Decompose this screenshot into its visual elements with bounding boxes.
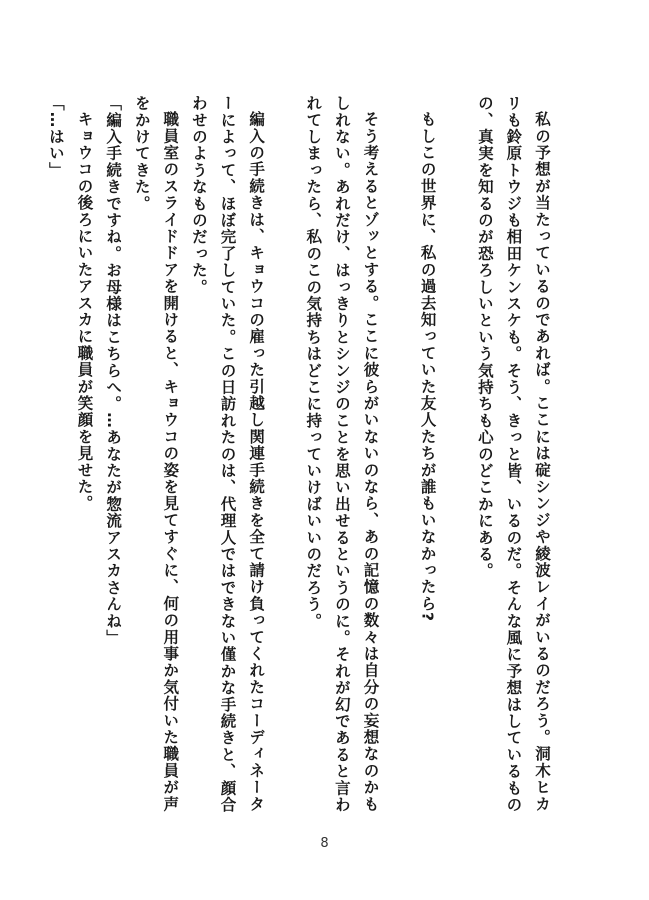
text-line: リも鈴原トウジも相田ケンスケも。そう、きっと皆、いるのだ。そんな風に予想はしているもの [504, 95, 523, 814]
text-line: わせのようなものだった。 [189, 95, 208, 296]
text-line: キョウコの後ろにいたアスカに職員が笑顔を見せた。 [75, 110, 94, 512]
text-line: ーによって、ほぼ完了していた。この日訪れたのは、代理人ではできない僅かな手続きと、顔合 [218, 95, 237, 814]
text-line: 編入の手続きは、キョウコの雇った引越し関連手続きを全て請け負ってくれたコーディネータ [247, 110, 266, 812]
text-line: れてしまったら、私のこの気持ちはどこに持っていけばいいのだろう。 [304, 95, 323, 630]
blank-line [270, 95, 299, 815]
text-line: 私の予想が当たっているのであれば。ここには碇シンジや綾波レイがいるのだろう。洞木ヒカ [533, 110, 551, 812]
text-line: をかけてきた。 [132, 95, 151, 212]
text-line: しれない。あれだけ、はっきりとシンジのことを思い出せるというのに。それが幻であると言わ [332, 95, 351, 814]
dialogue-line: 「…はい」 [46, 95, 65, 179]
blank-line [442, 95, 471, 815]
text-line: の、真実を知るのが恐ろしいという気持ちも心のどこかにある。 [475, 95, 494, 580]
text-line: 職員室のスライドドアを開けると、キョウコの姿を見てすぐに、何の用事か気付いた職員が声 [161, 110, 180, 812]
vertical-text-body [41, 95, 556, 815]
text-line: もしこの世界に、私の過去知っていた友人たちが誰もいなかったら? [418, 110, 437, 622]
blank-line [384, 95, 413, 815]
text-line: そう考えるとゾッとする。ここに彼らがいないのなら、あの記憶の数々は自分の妄想なのかも [361, 110, 380, 812]
page-number: 8 [320, 836, 329, 851]
dialogue-line: 「編入手続きですね。お母様はこちらへ。…あなたが惣流アスカさんね」 [104, 95, 123, 647]
